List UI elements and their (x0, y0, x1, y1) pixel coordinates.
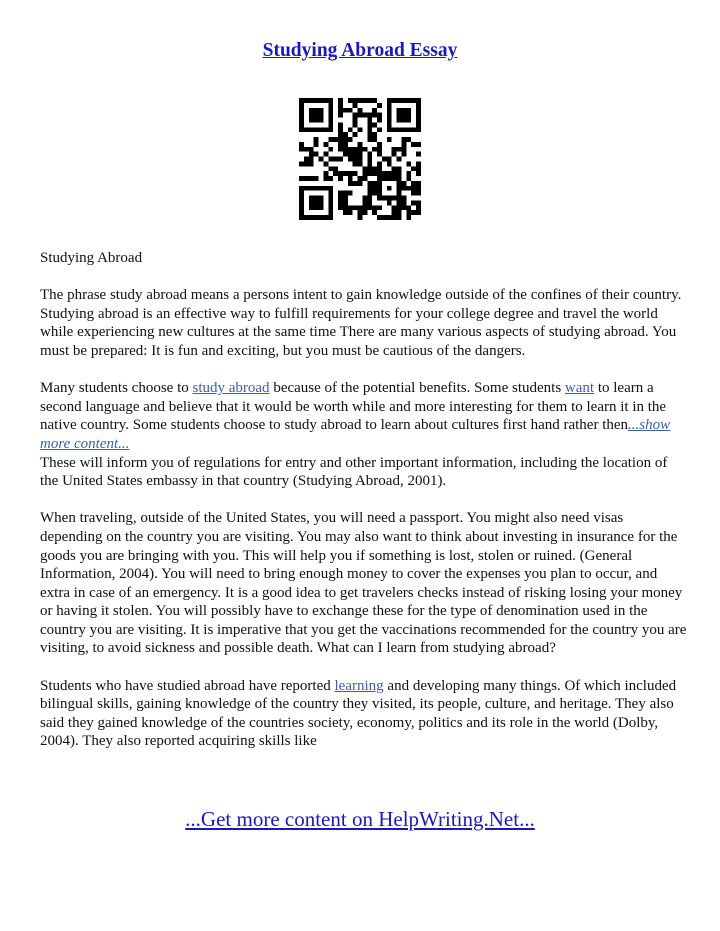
study-abroad-link[interactable]: study abroad (192, 380, 270, 397)
paragraph-1: The phrase study abroad means a persons intent to gain knowledge outside of the confines of their country. Studying abroad is an effective way to fulfill requirements for your college degree and travel the world while experiencing new cultures at the same time There are many various aspects of studying abroad. You must be prepared: It is fun and exciting, but you must be cautious of the dangers. (40, 287, 682, 359)
paragraph-3: These will inform you of regulations for entry and other important information, including the location of the United States embassy in that country (Studying Abroad, 2001). (40, 454, 668, 490)
paragraph-2-text-b: because of the potential benefits. Some students (269, 380, 565, 397)
more-content-link[interactable]: ...Get more content on HelpWriting.Net... (185, 807, 535, 831)
paragraph-5-text-a: Students who have studied abroad have reported (40, 677, 335, 694)
paragraph-5 (40, 677, 688, 751)
paragraph-4: When traveling, outside of the United States, you will need a passport. You might also need visas depending on the country you are visiting. You may also want to think about investing in insurance for the goods you are bringing with you. This will help you if something is lost, stolen or ruined. (General Information, 2004). You will need to bring enough money to cover the expenses you plan to occur, and extra in case of an emergency. It is a good idea to get travelers checks instead of risking losing your money or having it stolen. You will possibly have to exchange these for the type of denomination used in the country you are visiting. It is imperative that you get the vaccinations recommended for the country you are visiting, to avoid sickness and possible death. What can I learn from studying abroad? (40, 510, 687, 657)
show-more-link[interactable]: ...show more content... (40, 417, 671, 452)
qr-code-icon (299, 98, 421, 220)
footer (0, 807, 720, 832)
paragraph-2-text-c: to learn a second language and believe that it would be worth while and more interesting for them to learn it in the native country. Some students choose to study abroad to learn about cultures first hand rather then (40, 380, 667, 434)
want-link[interactable]: want (564, 380, 595, 397)
title-link[interactable]: Studying Abroad Essay (262, 40, 458, 61)
learning-link[interactable]: learning (334, 677, 384, 694)
page-title (0, 40, 720, 62)
paragraph-2 (40, 379, 688, 453)
essay-heading: Studying Abroad (40, 250, 143, 266)
paragraph-2-text-a: Many students choose to (40, 380, 193, 397)
paragraph-5-text-b: and developing many things. Of which included bilingual skills, gaining knowledge of the country they visited, its people, culture, and heritage. They also said they gained knowledge of the countries society, economy, politics and its role in the world (Dolby, 2004). They also reported acquiring skills like (40, 677, 677, 750)
essay-body (40, 249, 688, 770)
